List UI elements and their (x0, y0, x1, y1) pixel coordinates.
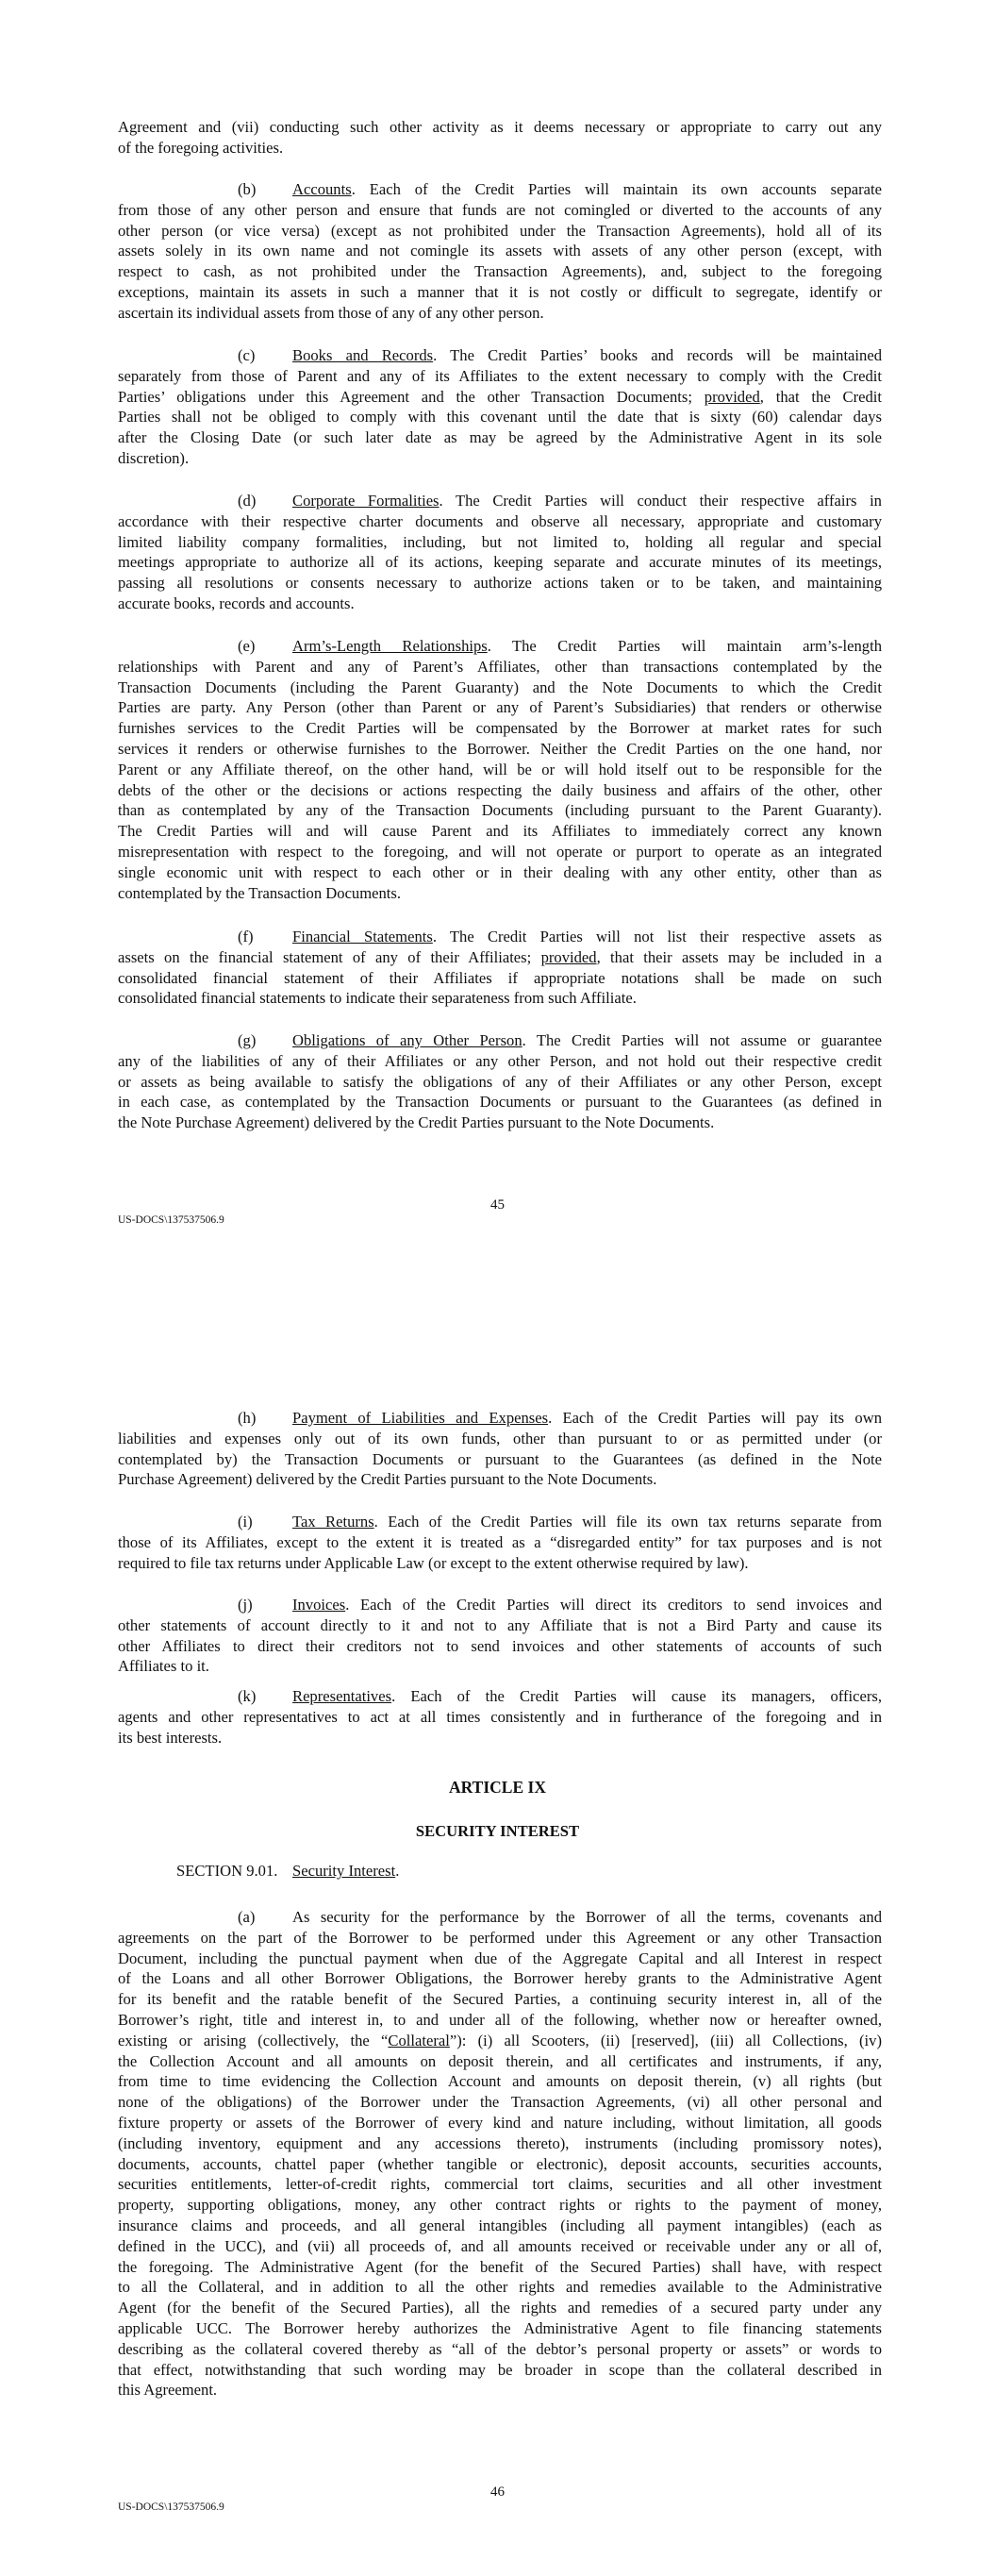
first-line-body (292, 491, 882, 511)
text-line: relationships with Parent and any of Parent’s Affiliates, other than transactions contemplated by the (118, 657, 882, 676)
paragraph-label: (k) (238, 1687, 257, 1705)
paragraph-heading: Financial Statements (292, 928, 433, 945)
paragraph-heading: Arm’s-Length Relationships (292, 637, 488, 655)
text-line: after the Closing Date (or such later date as may be agreed by the Administrative Agent in its sole (118, 428, 882, 447)
text-line: insurance claims and proceeds, and all general intangibles (including all payment intangibles) (each as (118, 2216, 882, 2234)
first-line (118, 1512, 882, 1532)
text-line: defined in the UCC), and (vii) all proceeds of, and all amounts received or receivable under any or all of, (118, 2236, 882, 2255)
paragraph-heading: Invoices (292, 1596, 346, 1614)
document-footer-id: US-DOCS\137537506.9 (118, 2501, 224, 2513)
text-line (118, 2031, 882, 2051)
paragraph-text: . The Credit Parties will not assume or guarantee (522, 1031, 882, 1049)
text-line: Parent or any Affiliate thereof, on the other hand, will be or will hold itself out to be responsible for the (118, 760, 882, 778)
paragraph-text: . Each of the Credit Parties will cause its managers, officers, (391, 1687, 882, 1705)
text: , that the Credit (759, 387, 882, 406)
text-line (118, 947, 882, 968)
text-line: Agreement and (vii) conducting such other activity as it deems necessary or appropriate to carry out any (118, 118, 882, 136)
paragraph-label: (h) (238, 1409, 257, 1427)
text-line: (including inventory, equipment and any accessions thereto), instruments (including promissory notes), (118, 2133, 882, 2152)
text-line: The Credit Parties will and will cause Parent and its Affiliates to immediately correct any known (118, 822, 882, 841)
underlined-term: provided (540, 947, 597, 966)
text-line: of the Loans and all other Borrower Obligations, the Borrower hereby grants to the Administrative Agent (118, 1969, 882, 1988)
paragraph-invoices (118, 1595, 882, 1677)
paragraph-heading: Accounts (292, 180, 352, 198)
text-line: Purchase Agreement) delivered by the Credit Parties pursuant to the Note Documents. (118, 1470, 657, 1489)
text-line: services it renders or otherwise furnishes to the Borrower. Neither the Credit Parties on the one hand, nor (118, 739, 882, 758)
text-line: single economic unit with respect to each other or in their dealing with any other entity, other than as (118, 862, 882, 881)
section-number: SECTION 9.01. (176, 1862, 278, 1880)
text: Parties’ obligations under this Agreement and the other Transaction Documents; (118, 387, 705, 406)
paragraph-label: (c) (238, 346, 256, 364)
page-number: 45 (490, 1197, 505, 1213)
text-line: for its benefit and the ratable benefit of the Secured Parties, a continuing security interest in, all of the (118, 1990, 882, 2009)
first-line (118, 491, 882, 511)
first-line (118, 1030, 882, 1051)
paragraph-heading: Books and Records (292, 346, 434, 364)
text-line: ascertain its individual assets from those of any of any other person. (118, 303, 544, 322)
paragraph-label: (i) (238, 1513, 253, 1531)
text-line: than as contemplated by any of the Transaction Documents (including pursuant to the Parent Guaranty). (118, 801, 882, 820)
text-line: the foregoing. The Administrative Agent (for the benefit of the Secured Parties) shall have, with respect (118, 2257, 882, 2276)
text-line: those of its Affiliates, except to the extent it is treated as a “disregarded entity” for tax purposes and is not (118, 1532, 882, 1551)
text-line: other statements of account directly to it and not to any Affiliate that is not a Bird Party and cause its (118, 1615, 882, 1634)
first-line-body (292, 1408, 882, 1429)
paragraph-label: (j) (238, 1596, 253, 1614)
first-line-body (292, 1595, 882, 1615)
text-line: Affiliates to it. (118, 1657, 209, 1676)
text-line: securities entitlements, letter-of-credit rights, commercial tort claims, securities and all other investment (118, 2175, 882, 2194)
text-line: that effect, notwithstanding that such wording may be broader in scope than the collateral described in (118, 2360, 882, 2379)
paragraph-books-and-records (118, 345, 882, 469)
document-footer-id: US-DOCS\137537506.9 (118, 1214, 224, 1226)
underlined-term: Collateral (388, 2031, 450, 2049)
text-line: limited liability company formalities, including, but not limited to, holding all regular and special (118, 532, 882, 551)
paragraph-text: . The Credit Parties’ books and records will be maintained (433, 346, 882, 364)
text-line: from those of any other person and ensure that funds are not comingled or diverted to the accounts of any (118, 200, 882, 219)
first-line (118, 179, 882, 200)
first-line-body (292, 345, 882, 366)
text-line: or assets as being available to satisfy the obligations of any of their Affiliates or any other Person, except (118, 1072, 882, 1091)
text-line: meetings appropriate to authorize all of its actions, keeping separate and accurate minutes of its meetings, (118, 553, 882, 572)
first-line-body (292, 1512, 882, 1532)
paragraph-corporate-formalities (118, 491, 882, 614)
text: ”): (i) all Scooters, (ii) [reserved], (iii) all Collections, (iv) (449, 2031, 882, 2049)
text-line: Parties are party. Any Person (other than Parent or any of Parent’s Subsidiaries) that renders or otherwise (118, 698, 882, 717)
section-heading (176, 1861, 837, 1882)
text: , that their assets may be included in a (596, 947, 882, 966)
paragraph-arms-length (118, 636, 882, 903)
section-period: . (395, 1862, 400, 1880)
paragraph-obligations-other-person (118, 1030, 882, 1133)
paragraph-security-interest (118, 1907, 882, 2400)
text-line: from time to time evidencing the Collection Account and amounts on deposit therein, (v) all rights (but (118, 2072, 882, 2091)
paragraph-label: (b) (238, 180, 257, 198)
paragraph-text: . Each of the Credit Parties will maintain its own accounts separate (351, 180, 882, 198)
text-line: any of the liabilities of any of their Affiliates or any other Person, and not hold out their respective credit (118, 1051, 882, 1070)
first-line (118, 1907, 882, 1928)
first-line-body (292, 1686, 882, 1707)
paragraph-tax-returns (118, 1512, 882, 1573)
text-line: assets solely in its own name and not comingle its assets with assets of any other person (except, with (118, 242, 882, 260)
paragraph-text: As security for the performance by the Borrower of all the terms, covenants and (292, 1908, 882, 1926)
first-line-body (292, 927, 882, 947)
text-line: consolidated financial statements to indicate their separateness from such Affiliate. (118, 989, 637, 1008)
text-line: exceptions, maintain its assets in such a manner that it is not costly or difficult to segregate, identify or (118, 282, 882, 301)
section-title: Security Interest (292, 1862, 396, 1880)
text-line: agents and other representatives to act at all times consistently and in furtherance of the foregoing and in (118, 1707, 882, 1726)
paragraph-heading: Corporate Formalities (292, 492, 439, 510)
text-line: accurate books, records and accounts. (118, 594, 355, 612)
text-line: fixture property or assets of the Borrower of every kind and nature including, without limitation, all goods (118, 2113, 882, 2132)
text-line: to all the Collateral, and in addition to all the other rights and remedies available to the Administrative (118, 2278, 882, 2297)
text-line: misrepresentation with respect to the foregoing, and will not operate or purport to operate as an integrated (118, 842, 882, 861)
text-line: separately from those of Parent and any of its Affiliates to the extent necessary to comply with the Credit (118, 366, 882, 385)
text: assets on the financial statement of any of their Affiliates; (118, 947, 541, 966)
first-line (118, 1595, 882, 1615)
paragraph-accounts (118, 179, 882, 324)
page-number: 46 (490, 2484, 505, 2500)
paragraph-text: . The Credit Parties will not list their respective assets as (432, 928, 882, 945)
paragraph-label: (g) (238, 1031, 257, 1049)
text-line: Document, including the punctual payment when due of the Aggregate Capital and all Interest in respect (118, 1949, 882, 1967)
text-line (118, 387, 882, 408)
text-line: none of the obligations) of the Borrower under the Transaction Agreements, (vi) all other personal and (118, 2093, 882, 2112)
text-line: describing as the collateral covered thereby as “all of the debtor’s personal property or assets” or words to (118, 2339, 882, 2358)
paragraph-heading: Obligations of any Other Person (292, 1031, 522, 1049)
text-line: the Note Purchase Agreement) delivered by the Credit Parties pursuant to the Note Documents. (118, 1113, 715, 1132)
text-line: accordance with their respective charter documents and observe all necessary, appropriate and customary (118, 511, 882, 530)
paragraph-financial-statements (118, 927, 882, 1009)
text-line: Agent (for the benefit of the Secured Parties), all the rights and remedies of a secured party under any (118, 2299, 882, 2317)
paragraph-heading: Representatives (292, 1687, 392, 1705)
text-line: applicable UCC. The Borrower hereby authorizes the Administrative Agent to file financing statements (118, 2318, 882, 2337)
text-line: documents, accounts, chattel paper (whether tangible or electronic), deposit accounts, securities accounts, (118, 2154, 882, 2173)
text-line: Transaction Documents (including the Parent Guaranty) and the Note Documents to which the Credit (118, 677, 882, 696)
text-line: Parties shall not be obliged to comply with this covenant until the date that is sixty (60) calendar days (118, 408, 882, 427)
article-title: ARTICLE IX (449, 1778, 546, 1797)
article-subtitle: SECURITY INTEREST (415, 1822, 580, 1840)
text-line: Borrower’s right, title and interest in, to and under all of the following, whether now or hereafter owned, (118, 2010, 882, 2029)
first-line (118, 345, 882, 366)
text-line: furnishes services to the Credit Parties will be compensated by the Borrower at market rates for such (118, 719, 882, 738)
paragraph-payment-of-liabilities (118, 1408, 882, 1490)
first-line-body (292, 1907, 882, 1928)
first-line-body (292, 179, 882, 200)
text-line: passing all resolutions or consents necessary to authorize actions taken or to be taken, and maintaining (118, 574, 882, 593)
paragraph-text: . Each of the Credit Parties will pay its own (548, 1409, 882, 1427)
text-line: of the foregoing activities. (118, 138, 284, 157)
text-line: agreements on the part of the Borrower to be performed under this Agreement or any other Transaction (118, 1928, 882, 1947)
first-line-body (292, 636, 882, 657)
text-line: debts of the other or the decisions or actions respecting the daily business and affairs of the other, other (118, 780, 882, 799)
paragraph-text: . Each of the Credit Parties will file its own tax returns separate from (373, 1513, 882, 1531)
text: existing or arising (collectively, the “ (118, 2031, 389, 2049)
paragraph-label: (a) (238, 1908, 256, 1926)
underlined-term: provided (704, 387, 760, 406)
first-line (118, 1408, 882, 1429)
text-line: contemplated by) the Transaction Documents or pursuant to the Guarantees (as defined in the Note (118, 1449, 882, 1468)
paragraph-heading: Tax Returns (292, 1513, 374, 1531)
text-line: respect to cash, as not prohibited under the Transaction Agreements), and, subject to the foregoing (118, 262, 882, 281)
text-line: the Collection Account and all amounts on deposit therein, and all certificates and instruments, if any, (118, 2051, 882, 2070)
paragraph-representatives (118, 1686, 882, 1748)
paragraph-text: . Each of the Credit Parties will direct its creditors to send invoices and (345, 1596, 882, 1614)
paragraph-heading: Payment of Liabilities and Expenses (292, 1409, 549, 1427)
text-line: in each case, as contemplated by the Transaction Documents or pursuant to the Guarantees (as defined in (118, 1093, 882, 1112)
intro-paragraph (118, 117, 882, 159)
text-line: liabilities and expenses only out of its own funds, other than pursuant to or as permitted under (or (118, 1429, 882, 1447)
text-line: contemplated by the Transaction Documents. (118, 883, 402, 902)
first-line (118, 1686, 882, 1707)
text-line: consolidated financial statement of their Affiliates if appropriate notations shall be made on such (118, 968, 882, 987)
paragraph-text: . The Credit Parties will maintain arm’s-length (487, 637, 882, 655)
first-line (118, 636, 882, 657)
paragraph-text: . The Credit Parties will conduct their respective affairs in (439, 492, 882, 510)
text-line: discretion). (118, 448, 190, 467)
text-line: required to file tax returns under Applicable Law (or except to the extent otherwise required by law). (118, 1553, 749, 1572)
text-line: other Affiliates to direct their creditors not to send invoices and other statements of accounts of such (118, 1636, 882, 1655)
first-line-body (292, 1030, 882, 1051)
text-line: this Agreement. (118, 2381, 218, 2400)
paragraph-label: (e) (238, 637, 256, 655)
text-line: property, supporting obligations, money, any other contract rights or rights to the payment of money, (118, 2196, 882, 2215)
first-line (118, 927, 882, 947)
text-line: other person (or vice versa) (except as not prohibited under the Transaction Agreements), hold all of its (118, 221, 882, 240)
paragraph-label: (f) (238, 928, 254, 945)
text-line: its best interests. (118, 1728, 223, 1747)
paragraph-label: (d) (238, 492, 257, 510)
